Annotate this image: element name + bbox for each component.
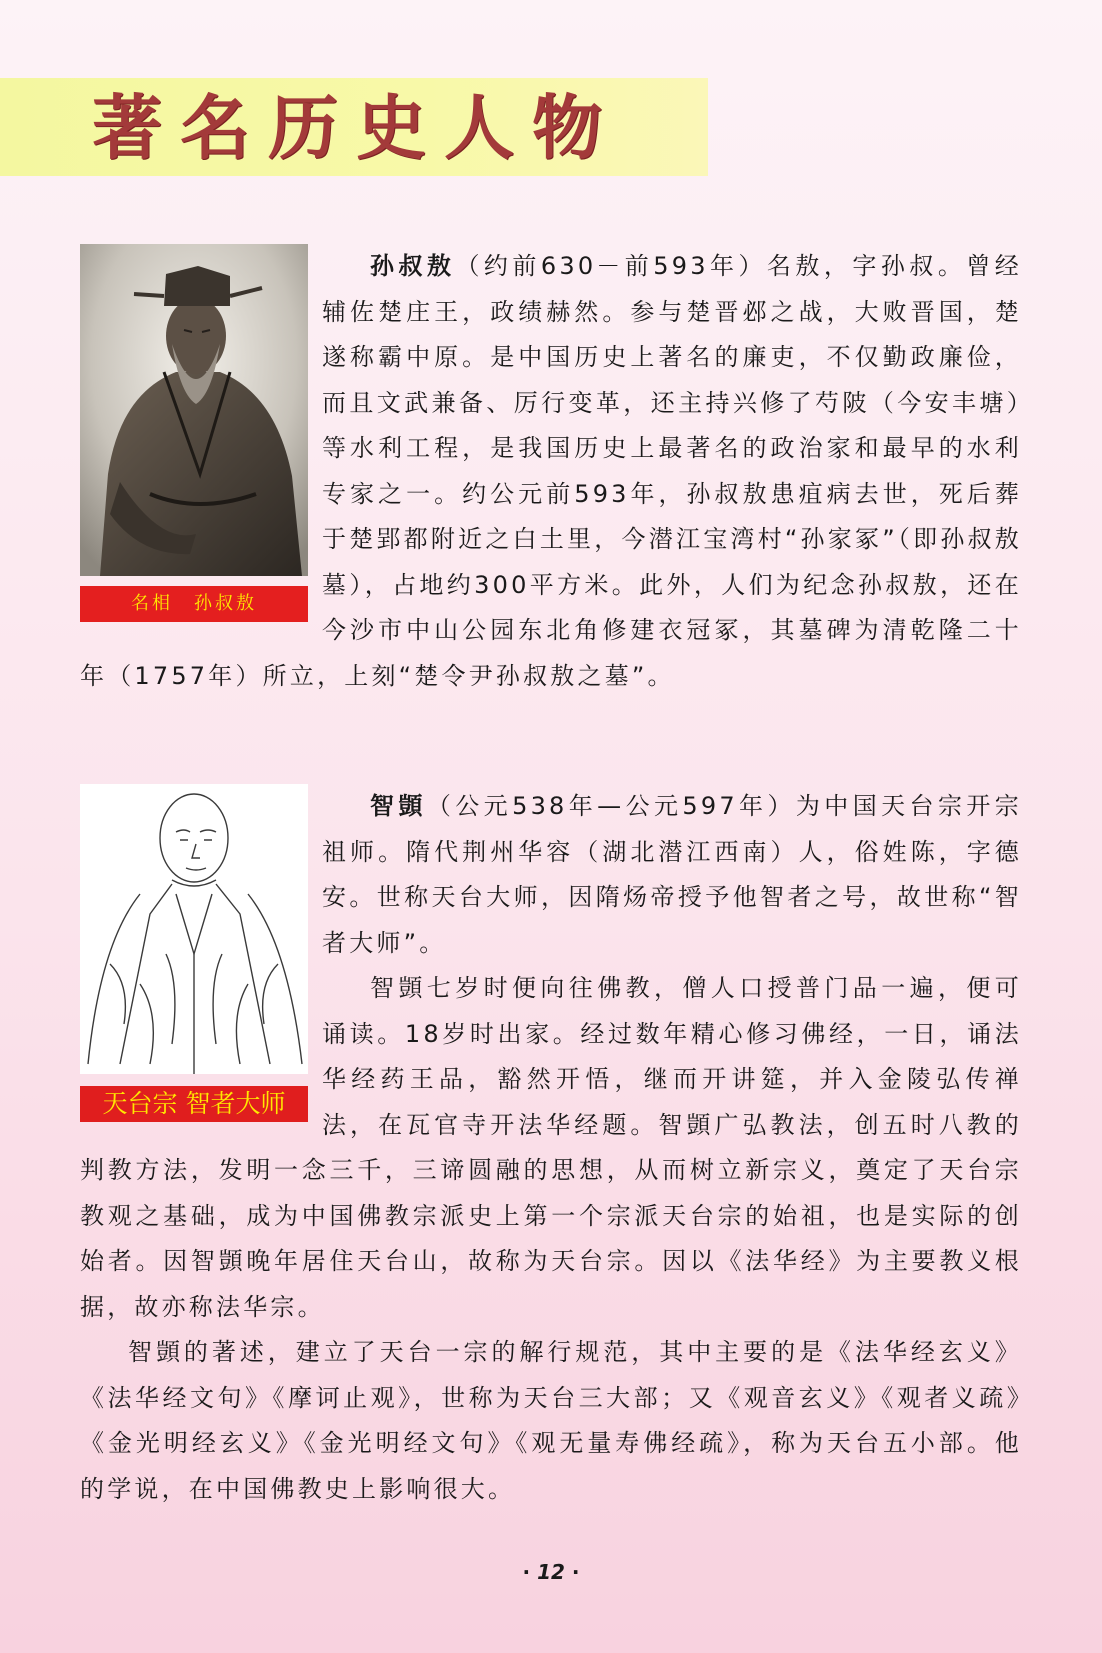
monk-sketch-portrait: [80, 784, 308, 1074]
bio-paragraph: [80, 1330, 1022, 1512]
paragraph-text: 智顗七岁时便向往佛教，僧人口授普门品一遍，便可诵读。18岁时出家。经过数年精心修习佛经，一日，诵法华经药王品，豁然开悟，继而开讲筵，并入金陵弘传禅法，在瓦官寺开法华经题。智顗广弘教法，创五时八教的判教方法，发明一念三千，三谛圆融的思想，从而树立新宗义，奠定了天台宗教观之基础，成为中国佛教宗派史上第一个宗派天台宗的始祖，也是实际的创始者。因智顗晚年居住天台山，故称为天台宗。因以《法华经》为主要教义根据，故亦称法华宗。: [80, 974, 1022, 1321]
paragraph-text: 智顗的著述，建立了天台一宗的解行规范，其中主要的是《法华经玄义》《法华经文句》《摩诃止观》，世称为天台三大部；又《观音玄义》《观者义疏》《金光明经玄义》《金光明经文句》《观无量寿佛经疏》，称为天台五小部。他的学说，在中国佛教史上影响很大。: [80, 1338, 1022, 1503]
figure-caption: 名相 孙叔敖: [80, 586, 308, 622]
section-zhi-yi: [80, 784, 1022, 1512]
statue-photo: [80, 244, 308, 576]
paragraph-text: （约前630－前593年）名敖，字孙叔。曾经辅佐楚庄王，政绩赫然。参与楚晋邲之战，大败晋国，楚遂称霸中原。是中国历史上著名的廉吏，不仅勤政廉俭，而且文武兼备、厉行变革，还主持兴修了芍陂（今安丰塘）等水利工程，是我国历史上最著名的政治家和最早的水利专家之一。约公元前593年，孙叔敖患疽病去世，死后葬于楚郢都附近之白土里，今潜江宝湾村“孙家冢”（即孙叔敖墓），占地约300平方米。此外，人们为纪念孙叔敖，还在今沙市中山公园东北角修建衣冠冢，其墓碑为清乾隆二十年（1757年）所立，上刻“楚令尹孙叔敖之墓”。: [80, 252, 1022, 690]
paragraph-text: （公元538年—公元597年）为中国天台宗开宗祖师。隋代荆州华容（湖北潜江西南）人，俗姓陈，字德安。世称天台大师，因隋炀帝授予他智者之号，故世称“智者大师”。: [322, 792, 1022, 957]
page-number: · 12 ·: [522, 1560, 580, 1584]
figure-sun-shu-ao: [80, 244, 310, 634]
section-sun-shu-ao: [80, 244, 1022, 699]
figure-caption: 天台宗 智者大师: [80, 1086, 308, 1122]
person-name: 孙叔敖: [370, 252, 456, 280]
person-name: 智顗: [370, 792, 427, 820]
page-title: 著名历史人物: [92, 87, 620, 169]
figure-zhi-yi: [80, 784, 310, 1130]
